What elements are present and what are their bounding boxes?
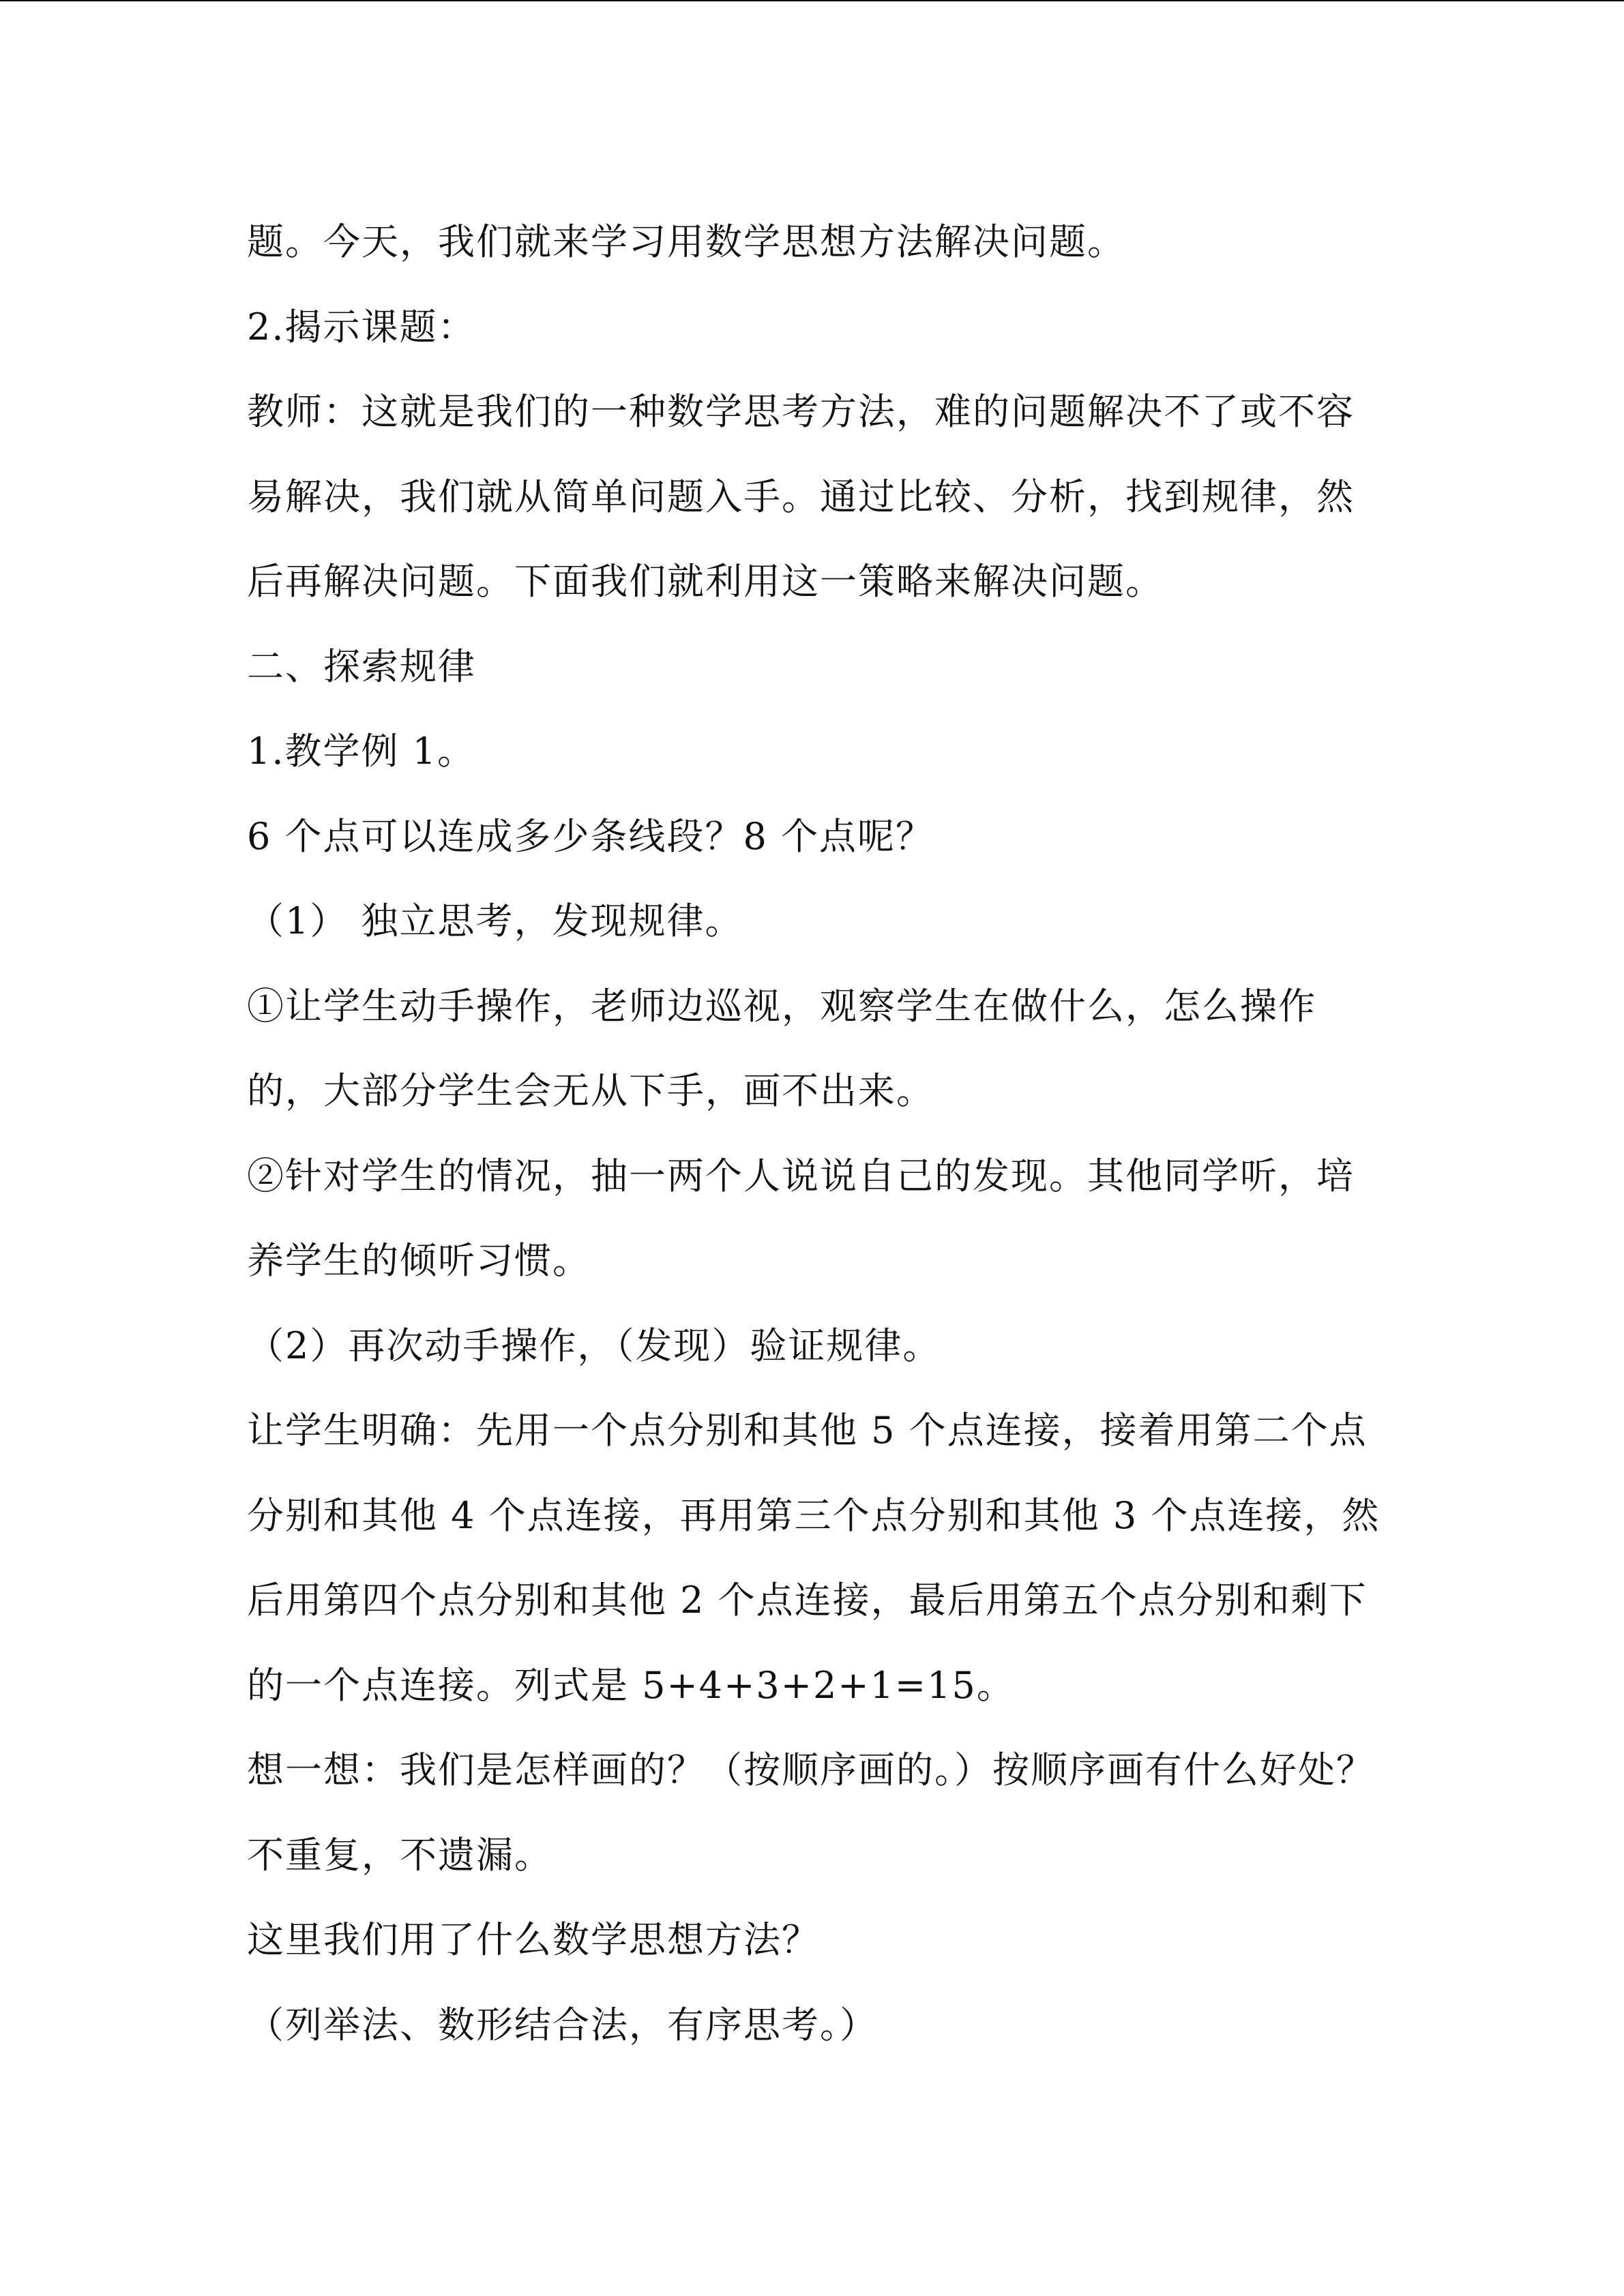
paragraph-line: ②针对学生的情况，抽一两个人说说自己的发现。其他同学听，培 xyxy=(247,1154,1355,1197)
paragraph-line: 让学生明确：先用一个点分别和其他 5 个点连接，接着用第二个点 xyxy=(247,1409,1368,1452)
paragraph-line: 想一想：我们是怎样画的？（按顺序画的。）按顺序画有什么好处？ xyxy=(247,1748,1374,1791)
paragraph-line: 养学生的倾听习惯。 xyxy=(247,1239,591,1282)
paragraph-line: 题。今天，我们就来学习用数学思想方法解决问题。 xyxy=(247,220,1125,263)
paragraph-line: 易解决，我们就从简单问题入手。通过比较、分析，找到规律，然 xyxy=(247,475,1355,518)
section-heading: 2.揭示课题： xyxy=(247,305,476,348)
paragraph-line: （列举法、数形结合法，有序思考。） xyxy=(247,2003,878,2046)
paragraph-line: 这里我们用了什么数学思想方法？ xyxy=(247,1918,820,1961)
paragraph-line: 的，大部分学生会无从下手，画不出来。 xyxy=(247,1069,934,1112)
paragraph-line: 后用第四个点分别和其他 2 个点连接，最后用第五个点分别和剩下 xyxy=(247,1579,1368,1622)
paragraph-line: 分别和其他 4 个点连接，再用第三个点分别和其他 3 个点连接，然 xyxy=(247,1494,1381,1537)
section-heading: 二、探索规律 xyxy=(247,645,476,688)
paragraph-line: 6 个点可以连成多少条线段？8 个点呢？ xyxy=(247,815,934,858)
paragraph-line: （2）再次动手操作，（发现）验证规律。 xyxy=(247,1324,941,1367)
section-heading: 1.教学例 1。 xyxy=(247,730,476,773)
paragraph-line: 教师：这就是我们的一种数学思考方法，难的问题解决不了或不容 xyxy=(247,390,1355,433)
paragraph-line: 不重复，不遗漏。 xyxy=(247,1834,552,1877)
paragraph-line: ①让学生动手操作，老师边巡视，观察学生在做什么，怎么操作 xyxy=(247,985,1316,1028)
paragraph-line: （1） 独立思考，发现规律。 xyxy=(247,899,743,942)
paragraph-line: 的一个点连接。列式是 5+4+3+2+1=15。 xyxy=(247,1664,1015,1707)
paragraph-line: 后再解决问题。下面我们就利用这一策略来解决问题。 xyxy=(247,560,1164,603)
